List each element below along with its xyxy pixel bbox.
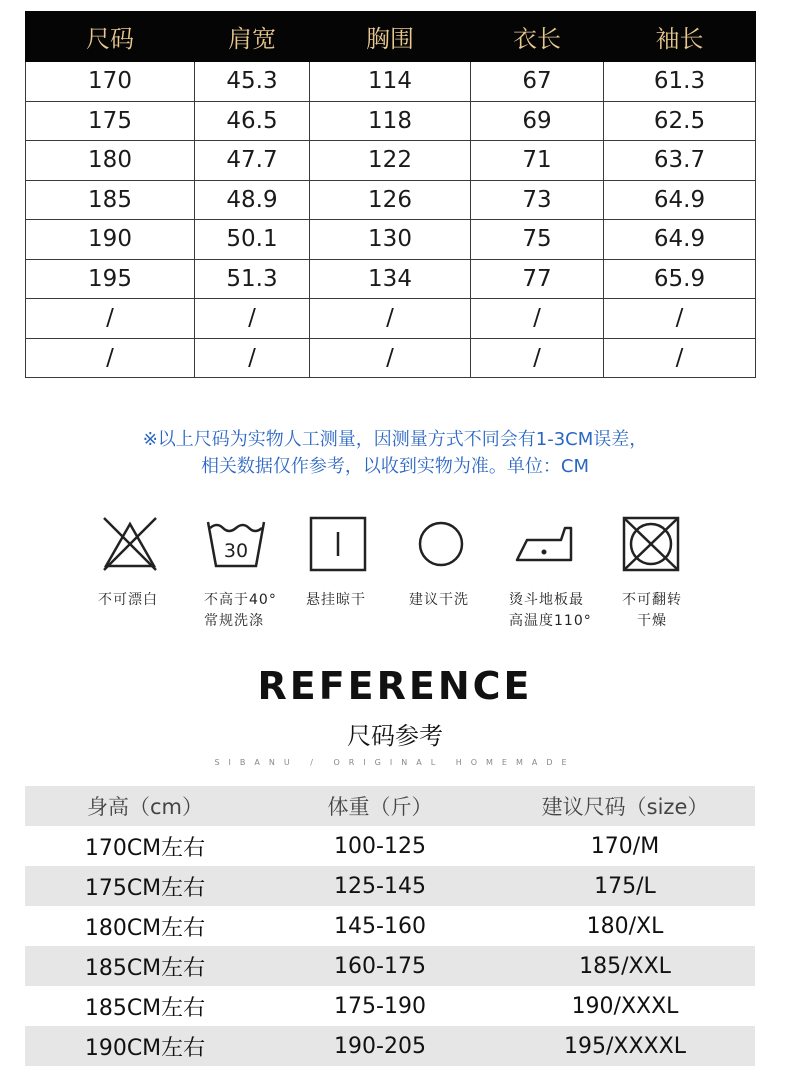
cell-weight: 125-145 bbox=[334, 873, 426, 899]
care-label: 建议干洗 bbox=[409, 592, 469, 608]
cell-height: 185CM左右 bbox=[84, 955, 206, 981]
hang-dry-icon bbox=[306, 512, 370, 576]
cell-weight: 175-190 bbox=[334, 993, 426, 1019]
cell-length: / bbox=[471, 338, 604, 378]
cell-suggested-size: 175/L bbox=[594, 873, 656, 899]
cell-chest: 130 bbox=[310, 220, 471, 260]
header-sleeve: 袖长 bbox=[604, 12, 756, 62]
table-row bbox=[25, 1026, 755, 1066]
cell-size: / bbox=[26, 299, 195, 339]
cell-shoulder: 45.3 bbox=[195, 62, 310, 102]
wash-30-icon bbox=[204, 512, 268, 576]
care-iron bbox=[509, 512, 623, 629]
cell-sleeve: 64.9 bbox=[604, 180, 756, 220]
cell-sleeve: / bbox=[604, 338, 756, 378]
table-row bbox=[25, 906, 755, 946]
header-size: 尺码 bbox=[26, 12, 195, 62]
cell-chest: / bbox=[310, 299, 471, 339]
cell-weight: 190-205 bbox=[334, 1033, 426, 1059]
table-row bbox=[25, 826, 755, 866]
size-table bbox=[25, 11, 756, 378]
care-label: 不可翻转 干燥 bbox=[622, 592, 682, 629]
table-row bbox=[26, 259, 756, 299]
cell-length: 71 bbox=[471, 141, 604, 181]
cell-size: 185 bbox=[26, 180, 195, 220]
cell-shoulder: / bbox=[195, 338, 310, 378]
cell-sleeve: 62.5 bbox=[604, 101, 756, 141]
cell-height: 190CM左右 bbox=[84, 1035, 206, 1061]
cell-size: 190 bbox=[26, 220, 195, 260]
header-chest: 胸围 bbox=[310, 12, 471, 62]
table-row bbox=[26, 62, 756, 102]
cell-chest: 118 bbox=[310, 101, 471, 141]
cell-sleeve: 61.3 bbox=[604, 62, 756, 102]
cell-chest: 126 bbox=[310, 180, 471, 220]
table-row bbox=[25, 946, 755, 986]
table-row bbox=[25, 866, 755, 906]
cell-shoulder: 51.3 bbox=[195, 259, 310, 299]
cell-height: 170CM左右 bbox=[84, 835, 206, 861]
cell-chest: / bbox=[310, 338, 471, 378]
care-wash-30 bbox=[204, 512, 314, 629]
cell-suggested-size: 195/XXXXL bbox=[564, 1033, 686, 1059]
header-length: 衣长 bbox=[471, 12, 604, 62]
care-no-tumble-dry bbox=[619, 512, 729, 629]
no-bleach-icon bbox=[98, 512, 162, 576]
table-row bbox=[26, 141, 756, 181]
table-row bbox=[25, 986, 755, 1026]
cell-length: 73 bbox=[471, 180, 604, 220]
reference-subtitle: 尺码参考 bbox=[347, 722, 443, 750]
cell-suggested-size: 170/M bbox=[590, 833, 660, 859]
cell-sleeve: 64.9 bbox=[604, 220, 756, 260]
no-tumble-dry-icon bbox=[619, 512, 683, 576]
cell-suggested-size: 180/XL bbox=[586, 913, 664, 939]
cell-chest: 122 bbox=[310, 141, 471, 181]
cell-size: 180 bbox=[26, 141, 195, 181]
table-row bbox=[26, 180, 756, 220]
header-suggested-size: 建议尺码（size） bbox=[541, 795, 709, 819]
reference-tagline: SIBANU / ORIGINAL HOMEMADE bbox=[214, 758, 576, 767]
care-label: 不可漂白 bbox=[98, 592, 158, 608]
care-hang-dry bbox=[306, 512, 416, 608]
cell-shoulder: 47.7 bbox=[195, 141, 310, 181]
cell-height: 175CM左右 bbox=[84, 875, 206, 901]
cell-height: 180CM左右 bbox=[84, 915, 206, 941]
measurement-note-line2: 相关数据仅作参考，以收到实物为准。单位：CM bbox=[200, 456, 590, 477]
cell-weight: 145-160 bbox=[334, 913, 426, 939]
dry-clean-icon bbox=[409, 512, 473, 576]
reference-title: REFERENCE bbox=[257, 664, 533, 708]
cell-size: 195 bbox=[26, 259, 195, 299]
measurement-note-line1: ※以上尺码为实物人工测量，因测量方式不同会有1-3CM误差， bbox=[142, 429, 648, 450]
cell-length: 69 bbox=[471, 101, 604, 141]
cell-shoulder: 50.1 bbox=[195, 220, 310, 260]
care-label: 烫斗地板最 高温度110° bbox=[509, 592, 592, 629]
reference-table bbox=[25, 786, 755, 1066]
cell-sleeve: 65.9 bbox=[604, 259, 756, 299]
cell-length: / bbox=[471, 299, 604, 339]
cell-height: 185CM左右 bbox=[84, 995, 206, 1021]
header-weight: 体重（斤） bbox=[327, 795, 433, 819]
cell-shoulder: / bbox=[195, 299, 310, 339]
wash-temp-text: 30 bbox=[223, 540, 249, 562]
reference-table-header bbox=[25, 786, 755, 826]
cell-suggested-size: 185/XXL bbox=[579, 953, 671, 979]
care-label: 悬挂晾干 bbox=[306, 592, 366, 608]
size-table-header bbox=[26, 12, 756, 62]
table-row bbox=[26, 220, 756, 260]
care-dry-clean bbox=[409, 512, 519, 608]
care-no-bleach bbox=[98, 512, 208, 608]
cell-chest: 114 bbox=[310, 62, 471, 102]
care-label: 不高于40° 常规洗涤 bbox=[204, 592, 277, 629]
cell-shoulder: 46.5 bbox=[195, 101, 310, 141]
cell-weight: 100-125 bbox=[334, 833, 426, 859]
cell-length: 67 bbox=[471, 62, 604, 102]
table-row bbox=[26, 101, 756, 141]
cell-sleeve: / bbox=[604, 299, 756, 339]
cell-size: 170 bbox=[26, 62, 195, 102]
iron-icon bbox=[513, 512, 577, 576]
header-height: 身高（cm） bbox=[86, 795, 203, 819]
cell-length: 75 bbox=[471, 220, 604, 260]
header-shoulder: 肩宽 bbox=[195, 12, 310, 62]
table-row bbox=[26, 299, 756, 339]
cell-chest: 134 bbox=[310, 259, 471, 299]
cell-weight: 160-175 bbox=[334, 953, 426, 979]
cell-size: / bbox=[26, 338, 195, 378]
cell-length: 77 bbox=[471, 259, 604, 299]
cell-suggested-size: 190/XXXL bbox=[571, 993, 679, 1019]
cell-shoulder: 48.9 bbox=[195, 180, 310, 220]
table-row bbox=[26, 338, 756, 378]
cell-size: 175 bbox=[26, 101, 195, 141]
cell-sleeve: 63.7 bbox=[604, 141, 756, 181]
